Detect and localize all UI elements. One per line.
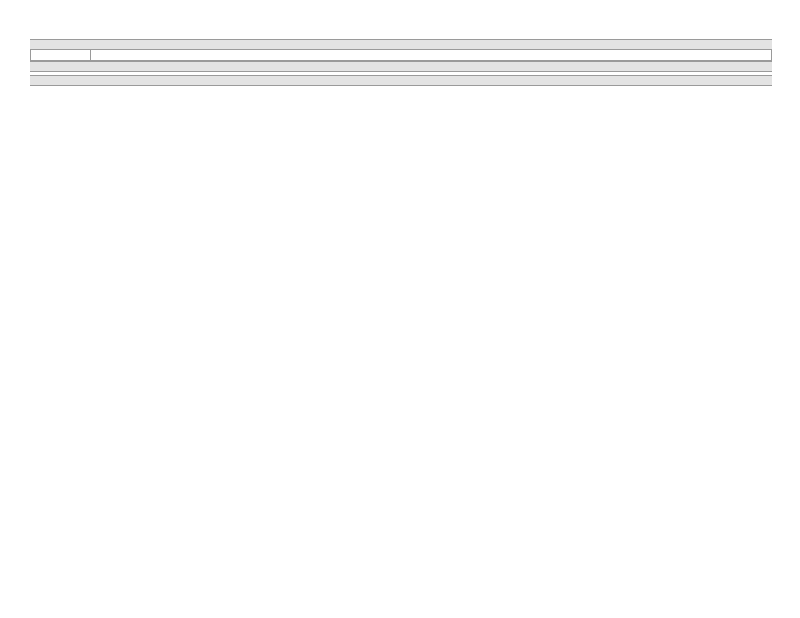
document-page (30, 36, 772, 88)
art-code (31, 50, 91, 60)
art-text (91, 50, 95, 60)
math-band (30, 75, 772, 86)
art-row (30, 50, 772, 61)
art-band (30, 39, 772, 50)
page-footer (74, 587, 694, 599)
science-band (30, 61, 772, 72)
